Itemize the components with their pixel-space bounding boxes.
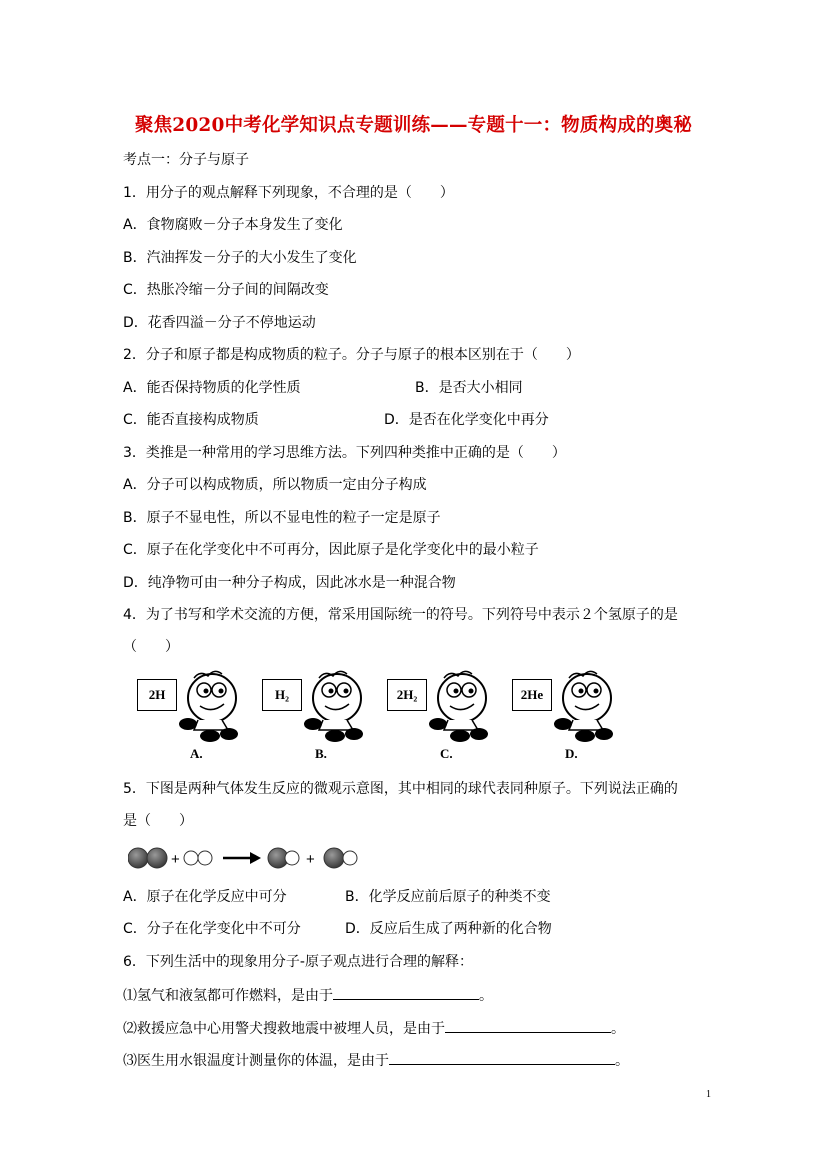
q3-option-a: A．分子可以构成物质，所以物质一定由分子构成 — [123, 477, 427, 493]
q5-option-a: A．原子在化学反应中可分 — [123, 889, 287, 905]
q4-sign-d: 2He — [512, 679, 552, 711]
q4-sign-a: 2H — [137, 679, 177, 711]
q2-option-b: B．是否大小相同 — [415, 380, 523, 396]
q6-sub3-text: ⑶医生用水银温度计测量你的体温，是由于 — [123, 1053, 389, 1069]
q4-figure-d — [505, 668, 615, 768]
q3-option-d: D．纯净物可由一种分子构成，因此冰水是一种混合物 — [123, 575, 456, 591]
q2-option-a: A．能否保持物质的化学性质 — [123, 380, 301, 396]
q5-option-b: B．化学反应前后原子的种类不变 — [345, 889, 551, 905]
q4-stem: 4．为了书写和学术交流的方便，常采用国际统一的符号。下列符号中表示２个氢原子的是 — [123, 607, 678, 623]
q1-option-c: C．热胀冷缩－分子间的间隔改变 — [123, 282, 329, 298]
molecule-reaction-icon — [128, 846, 368, 872]
q1-option-d: D．花香四溢－分子不停地运动 — [123, 315, 316, 331]
q6-sub2 — [123, 1018, 625, 1038]
q6-sub3-end: 。 — [615, 1053, 629, 1069]
q4-label-a: A. — [190, 746, 203, 761]
q6-sub1-text: ⑴氢气和液氢都可作燃料，是由于 — [123, 988, 333, 1004]
q4-figure — [130, 668, 610, 768]
q4-figure-c — [380, 668, 490, 768]
q5-stem: 5．下图是两种气体发生反应的微观示意图，其中相同的球代表同种原子。下列说法正确的 — [123, 781, 678, 797]
answer-blank[interactable] — [445, 1018, 611, 1033]
q2-option-c: C．能否直接构成物质 — [123, 412, 259, 428]
q4-figure-b — [255, 668, 365, 768]
q4-label-c: C. — [440, 746, 453, 761]
q3-option-b: B．原子不显电性，所以不显电性的粒子一定是原子 — [123, 510, 441, 526]
q4-sign-b: H₂ — [262, 679, 302, 711]
q6-stem: 6．下列生活中的现象用分子-原子观点进行合理的解释： — [123, 954, 473, 970]
page-title: 聚焦2020中考化学知识点专题训练——专题十一：物质构成的奥秘 — [134, 115, 693, 136]
q5-option-c: C．分子在化学变化中不可分 — [123, 921, 301, 937]
q3-option-c: C．原子在化学变化中不可再分，因此原子是化学变化中的最小粒子 — [123, 542, 539, 558]
q4-figure-a — [130, 668, 240, 768]
q2-stem: 2．分子和原子都是构成物质的粒子。分子与原子的根本区别在于（ ） — [123, 347, 580, 363]
q4-sign-c: 2H₂ — [387, 679, 427, 711]
q5-reaction-diagram — [128, 846, 368, 872]
q6-sub3 — [123, 1050, 629, 1070]
q6-sub1-end: 。 — [479, 988, 493, 1004]
section-heading: 考点一：分子与原子 — [123, 152, 249, 168]
page-number: 1 — [706, 1089, 711, 1100]
q4-label-d: D. — [565, 746, 578, 761]
answer-blank[interactable] — [389, 1050, 615, 1065]
q4-label-b: B. — [315, 746, 327, 761]
q5-option-d: D．反应后生成了两种新的化合物 — [345, 921, 552, 937]
q4-paren: （ ） — [123, 639, 179, 655]
q6-sub1 — [123, 985, 493, 1005]
q6-sub2-text: ⑵救援应急中心用警犬搜救地震中被埋人员，是由于 — [123, 1021, 445, 1037]
q2-option-d: D．是否在化学变化中再分 — [384, 412, 549, 428]
q1-stem: 1．用分子的观点解释下列现象，不合理的是（ ） — [123, 185, 454, 201]
q1-option-a: A．食物腐败－分子本身发生了变化 — [123, 217, 343, 233]
q5-paren: 是（ ） — [123, 813, 193, 829]
q3-stem: 3．类推是一种常用的学习思维方法。下列四种类推中正确的是（ ） — [123, 445, 566, 461]
q6-sub2-end: 。 — [611, 1021, 625, 1037]
plus-sign: + — [171, 851, 180, 868]
plus-sign: + — [306, 851, 315, 868]
answer-blank[interactable] — [333, 985, 479, 1000]
q1-option-b: B．汽油挥发－分子的大小发生了变化 — [123, 250, 357, 266]
